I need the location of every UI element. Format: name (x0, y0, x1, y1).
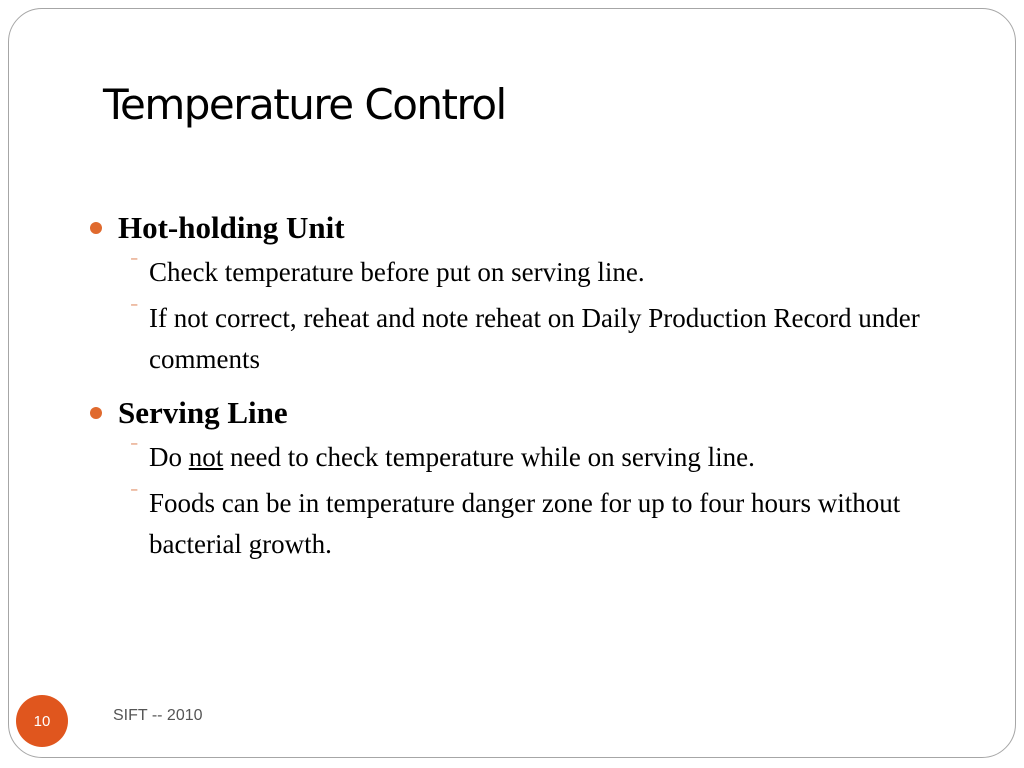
slide-content (88, 206, 968, 570)
page-number: 10 (33, 712, 51, 730)
sub-item-text: Check temperature before put on serving line. (149, 257, 645, 287)
dash-icon: ⁻ (130, 485, 139, 502)
bullet-heading: Hot-holding Unit (118, 210, 345, 245)
dash-icon: ⁻ (130, 439, 139, 456)
bullet-heading: Serving Line (118, 395, 288, 430)
sub-item-text: Foods can be in temperature danger zone for up to four hours without bacterial growth. (149, 488, 901, 559)
sub-item-text-suffix: need to check temperature while on serving line. (223, 442, 755, 472)
sub-item (88, 252, 968, 293)
sub-item-text: If not correct, reheat and note reheat on Daily Production Record under comments (149, 303, 920, 374)
sub-item (88, 437, 968, 478)
sub-item (88, 483, 968, 565)
bullet-serving-line (88, 391, 968, 435)
bullet-dot-icon (90, 222, 102, 234)
sub-item-text-prefix: Do (149, 442, 189, 472)
bullet-hot-holding-unit (88, 206, 968, 250)
dash-icon: ⁻ (130, 300, 139, 317)
bullet-dot-icon (90, 407, 102, 419)
footer-text: SIFT -- 2010 (113, 707, 203, 724)
dash-icon: ⁻ (130, 254, 139, 271)
emphasis-text: not (188, 442, 224, 472)
slide-title: Temperature Control (103, 80, 506, 129)
page-number-badge (16, 695, 68, 747)
sub-item (88, 298, 968, 380)
